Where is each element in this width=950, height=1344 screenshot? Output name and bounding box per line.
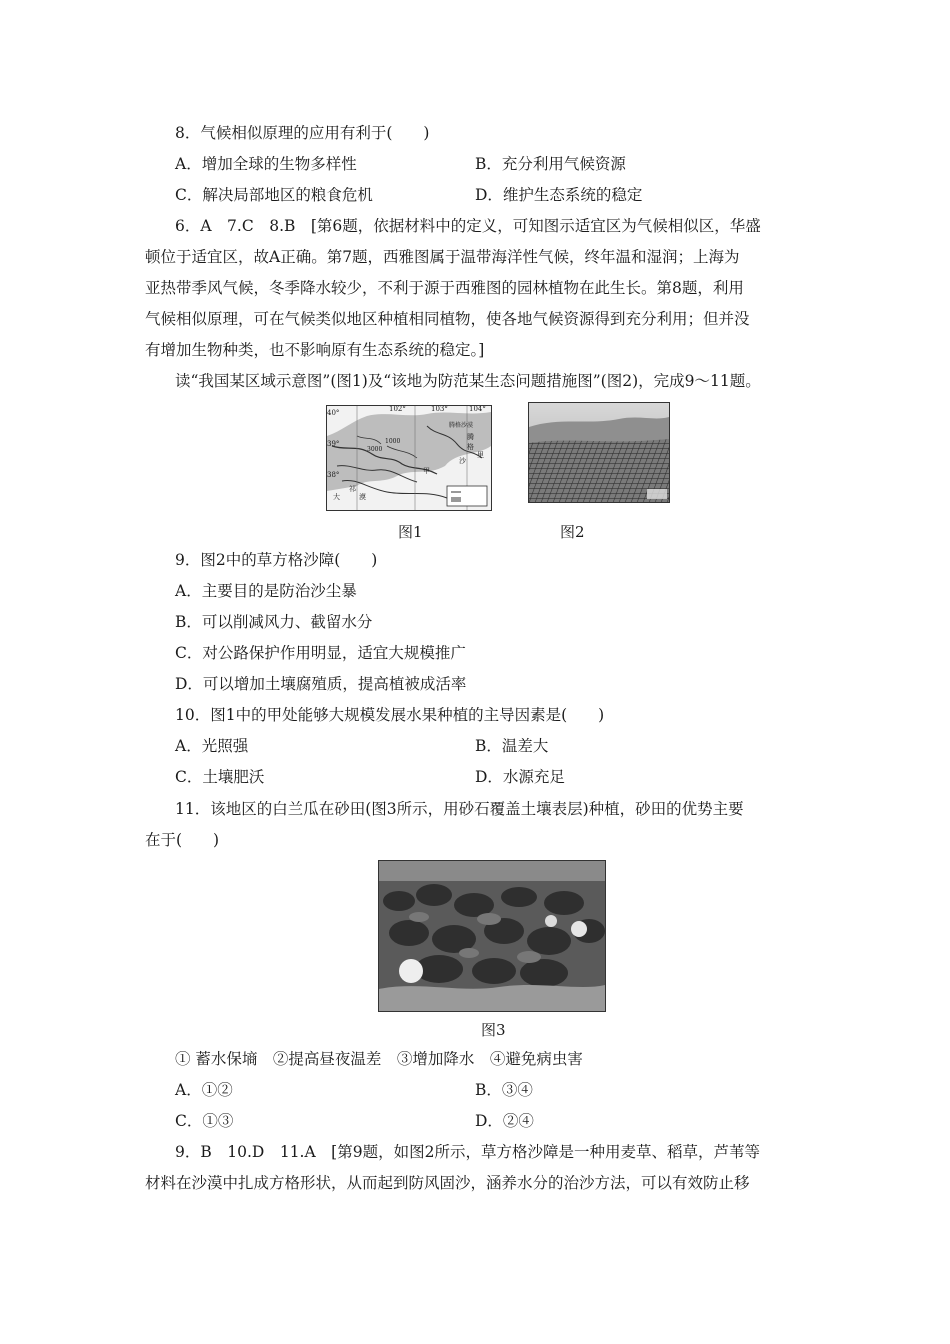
q11-numbered-items: ① 蓄水保墒 ②提高昼夜温差 ③增加降水 ④避免病虫害 xyxy=(175,1050,583,1068)
map-label-jia: 甲 xyxy=(423,467,430,475)
figure-2-caption: 图2 xyxy=(560,523,585,541)
q11-option-a: A．①② xyxy=(175,1081,233,1099)
map-label-lon-104: 104° xyxy=(469,405,486,413)
q10-option-b: B．温差大 xyxy=(475,737,549,755)
q8-option-b: B．充分利用气候资源 xyxy=(475,155,626,173)
q11-stem-line-2: 在于( ) xyxy=(145,831,220,849)
map-label-lat-40: 40° xyxy=(327,409,340,417)
q11-stem-line-1: 11．该地区的白兰瓜在砂田(图3所示，用砂石覆盖土壤表层)种植，砂田的优势主要 xyxy=(175,800,744,818)
melon xyxy=(571,921,587,937)
answer-6-8-line-4: 气候相似原理，可在气候类似地区种植相同植物，使各地气候资源得到充分利用；但并没 xyxy=(145,310,750,328)
figure-1-caption: 图1 xyxy=(398,523,423,541)
q10-stem: 10．图1中的甲处能够大规模发展水果种植的主导因素是( ) xyxy=(175,706,605,724)
q10-option-a: A．光照强 xyxy=(175,737,249,755)
answer-6-8-line-5: 有增加生物种类，也不影响原有生态系统的稳定。] xyxy=(145,341,485,359)
map-label-da: 大 xyxy=(333,493,340,501)
q9-option-a: A．主要目的是防治沙尘暴 xyxy=(175,582,357,600)
q8-option-c: C．解决局部地区的粮食危机 xyxy=(175,186,373,204)
sand-barrier-photo xyxy=(529,403,669,502)
q10-option-c: C．土壤肥沃 xyxy=(175,768,265,786)
figure-2-photo xyxy=(528,402,670,503)
q8-option-a: A．增加全球的生物多样性 xyxy=(175,155,357,173)
melon xyxy=(399,959,423,983)
map-label-ge: 格 xyxy=(467,443,474,451)
q9-stem: 9．图2中的草方格沙障( ) xyxy=(175,551,378,569)
q11-option-b: B．③④ xyxy=(475,1081,533,1099)
intro-9-11: 读“我国某区域示意图”(图1)及“该地为防范某生态问题措施图”(图2)，完成9～11题。 xyxy=(175,372,761,390)
map-label-sha: 沙 xyxy=(459,457,466,465)
q8-stem: 8．气候相似原理的应用有利于( ) xyxy=(175,124,430,142)
map-label-3000: 3000 xyxy=(367,446,383,453)
answer-6-8-line-1: 6．A 7.C 8.B [第6题，依据材料中的定义，可知图示适宜区为气候相似区，华盛 xyxy=(175,217,761,235)
melon-field-photo xyxy=(379,861,605,1011)
q9-option-c: C．对公路保护作用明显，适宜大规模推广 xyxy=(175,644,466,662)
map-label-mo: 漠 xyxy=(359,493,366,501)
q11-option-d: D．②④ xyxy=(475,1112,534,1130)
map-label-lat-38: 38° xyxy=(327,471,340,479)
map-label-desert: 腾格沙漠 xyxy=(449,422,474,429)
q9-option-b: B．可以削减风力、截留水分 xyxy=(175,613,373,631)
figure-3-caption: 图3 xyxy=(481,1021,506,1039)
q11-option-c: C．①③ xyxy=(175,1112,234,1130)
answer-9-11-line-1: 9．B 10.D 11.A [第9题，如图2所示，草方格沙障是一种用麦草、稻草，芦苇等 xyxy=(175,1143,760,1161)
map-label-li: 里 xyxy=(477,451,484,459)
q10-option-d: D．水源充足 xyxy=(475,768,565,786)
figure-1-map xyxy=(326,405,492,511)
map-label-qi: 祁 xyxy=(349,485,356,493)
map-label-lon-103: 103° xyxy=(431,405,448,413)
q8-option-d: D．维护生态系统的稳定 xyxy=(475,186,643,204)
melon xyxy=(545,915,557,927)
answer-6-8-line-3: 亚热带季风气候，冬季降水较少，不利于源于西雅图的园林植物在此生长。第8题，利用 xyxy=(145,279,744,297)
q9-option-d: D．可以增加土壤腐殖质，提高植被成活率 xyxy=(175,675,467,693)
map-legend xyxy=(447,486,487,506)
figure-3-photo xyxy=(378,860,606,1012)
map-label-1000: 1000 xyxy=(385,438,401,445)
map-label-lat-39: 39° xyxy=(327,440,340,448)
map-label-lon-102: 102° xyxy=(389,405,406,413)
map-label-teng: 腾 xyxy=(467,433,474,441)
answer-6-8-line-2: 顿位于适宜区，故A正确。第7题，西雅图属于温带海洋性气候，终年温和湿润；上海为 xyxy=(145,248,740,266)
answer-9-11-line-2: 材料在沙漠中扎成方格形状，从而起到防风固沙，涵养水分的治沙方法，可以有效防止移 xyxy=(145,1174,750,1192)
